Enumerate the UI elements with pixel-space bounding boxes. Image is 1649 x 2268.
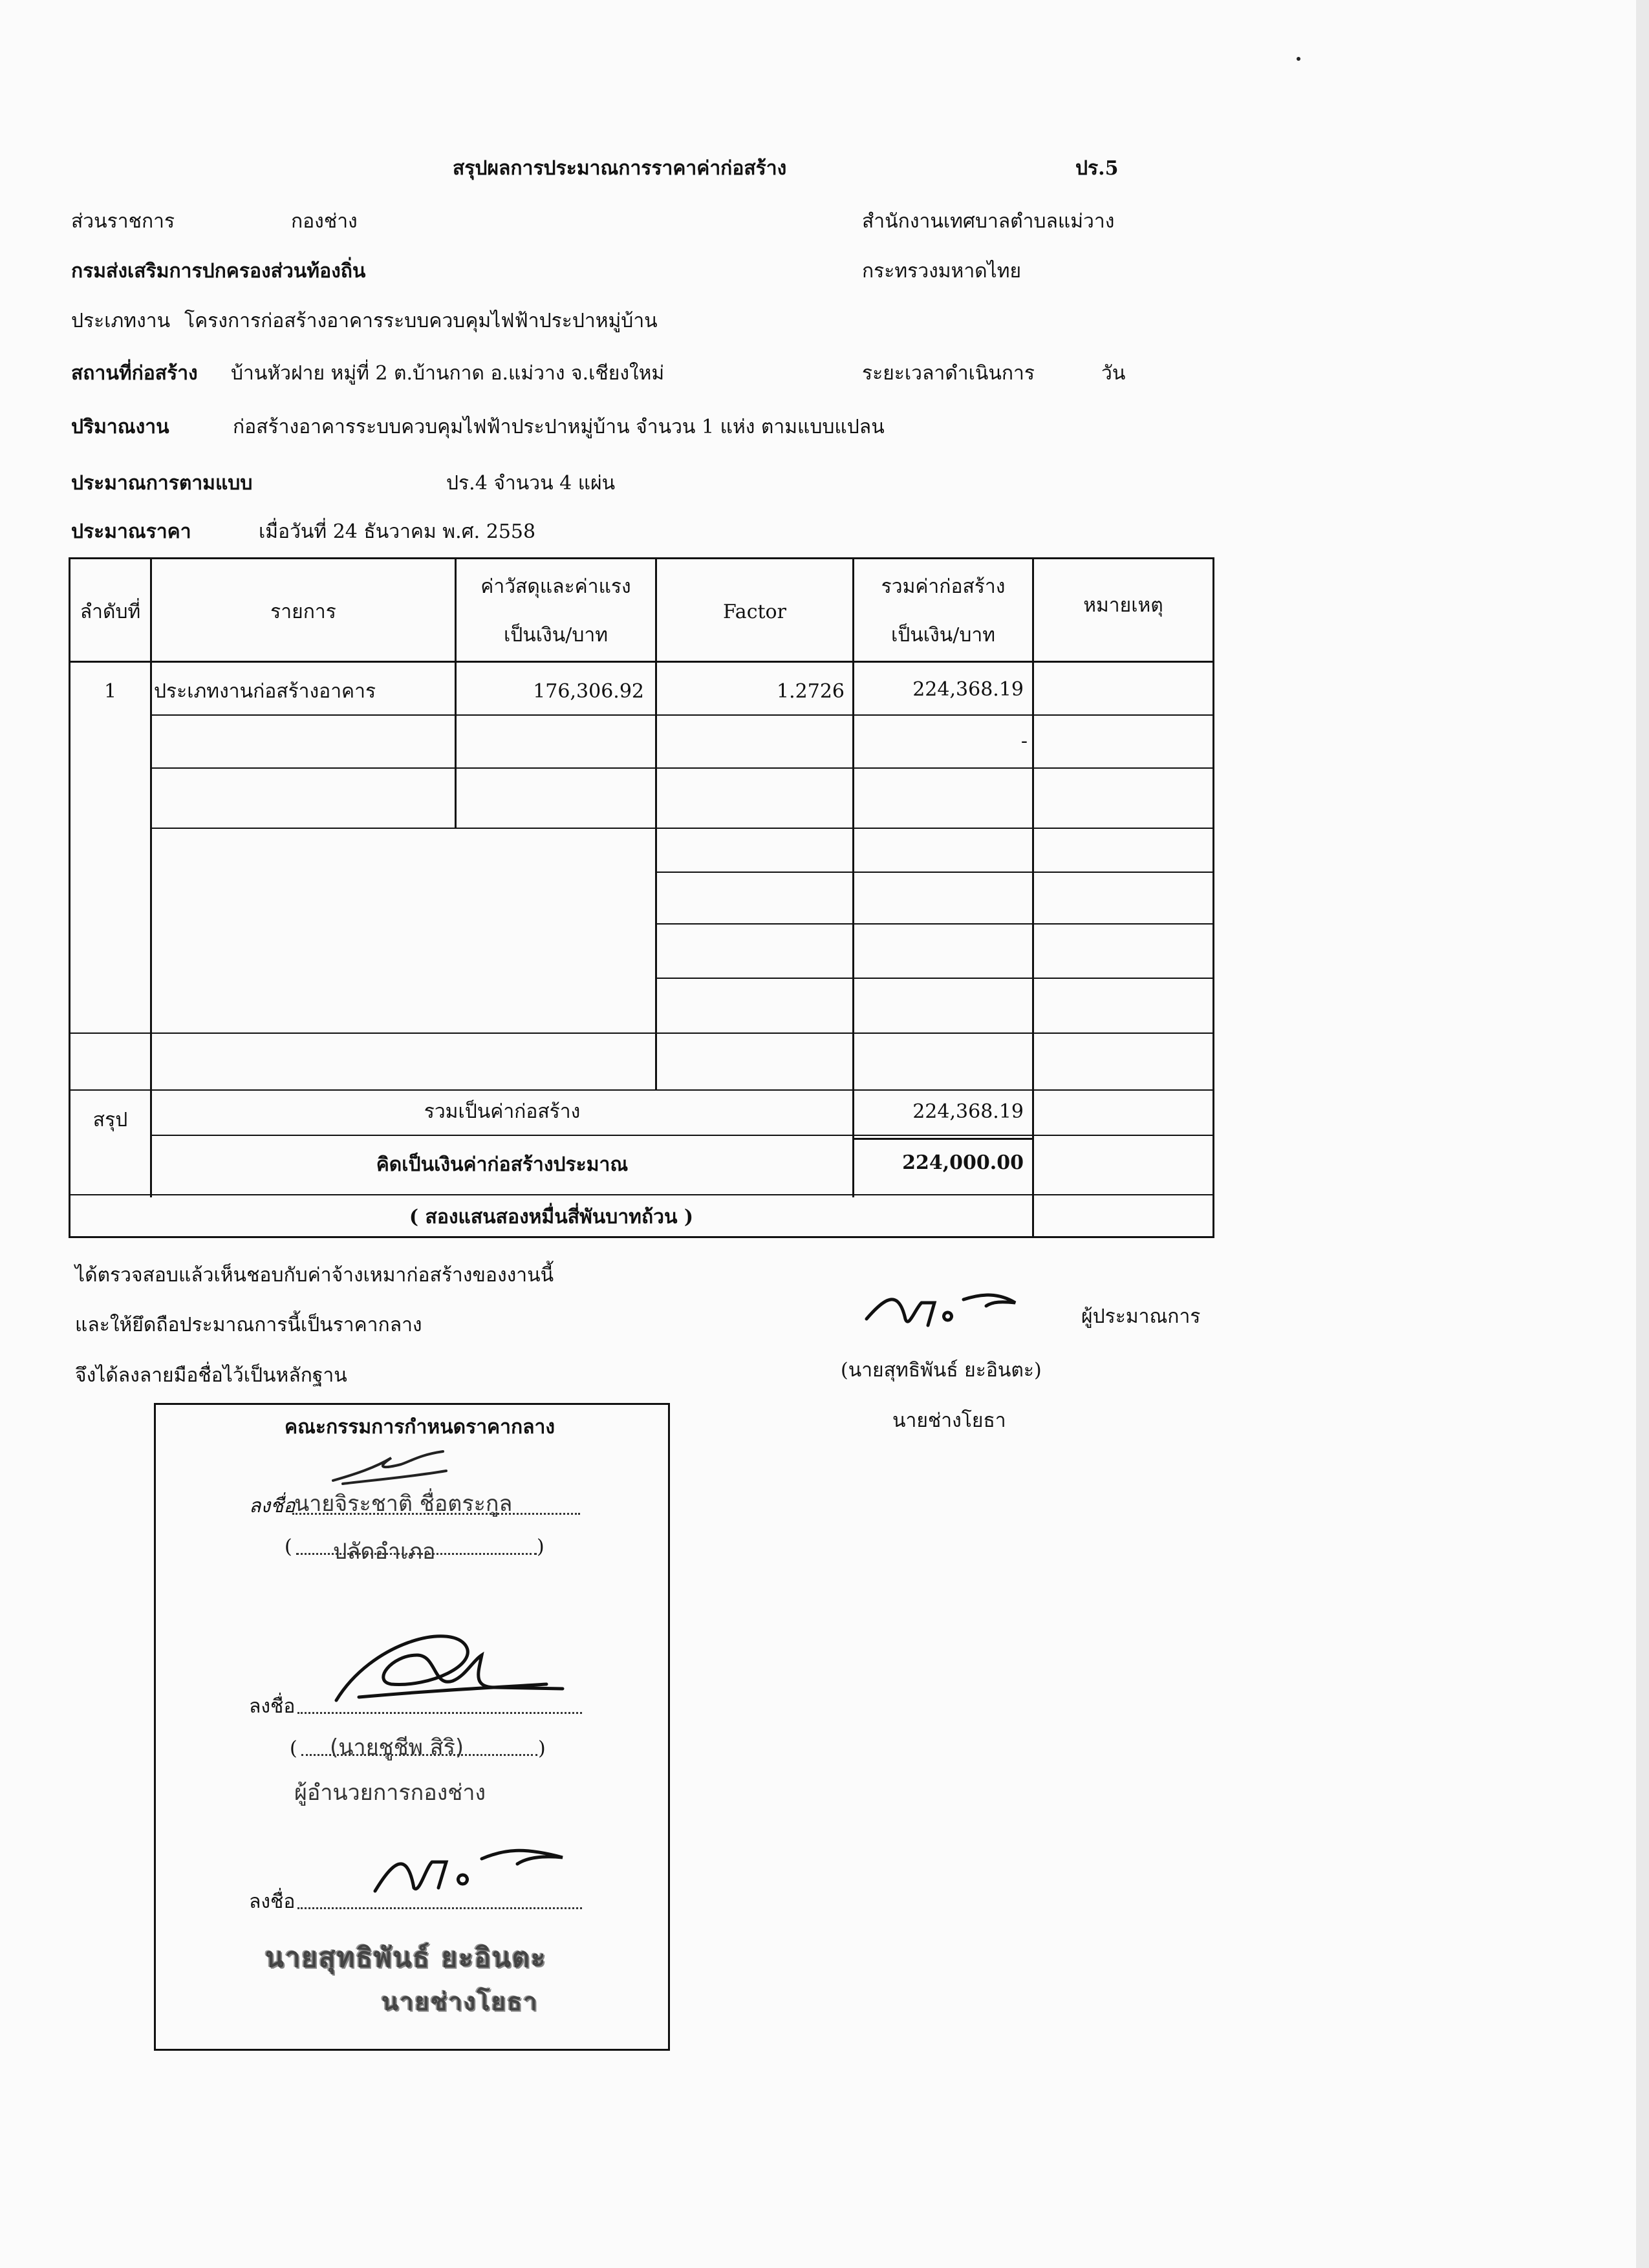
member3-position-stamp: นายช่างโยธา (382, 1987, 539, 2016)
certify-line3: จึงได้ลงลายมือชื่อไว้เป็นหลักฐาน (75, 1364, 347, 1387)
duration-label: ระยะเวลาดำเนินการ (862, 362, 1035, 385)
member2-name: (นายชูชีพ สิริ) (330, 1735, 464, 1760)
header-cost-line1: ค่าวัสดุและค่าแรง (480, 575, 631, 598)
agency-name: กรมส่งเสริมการปกครองส่วนท้องถิ่น (71, 260, 366, 283)
quantity-value: ก่อสร้างอาคารระบบควบคุมไฟฟ้าประปาหมู่บ้าน จำนวน 1 แห่ง ตามแบบแปลน (233, 416, 885, 438)
member2-position: ผู้อำนวยการกองช่าง (294, 1780, 486, 1806)
member1-sign-label: ลงชื่อ (249, 1495, 296, 1517)
estimator-signature-icon (860, 1283, 1054, 1342)
speck (1297, 57, 1300, 61)
member3-sign-label: ลงชื่อ (249, 1890, 296, 1913)
member1-signature-icon (330, 1445, 453, 1490)
certify-line1: ได้ตรวจสอบแล้วเห็นชอบกับค่าจ้างเหมาก่อสร้างของงานนี้ (75, 1264, 554, 1287)
price-date: เมื่อวันที่ 24 ธันวาคม พ.ศ. 2558 (259, 520, 536, 543)
site-value: บ้านหัวฝาย หมู่ที่ 2 ต.บ้านกาด อ.แม่วาง จ.เชียงใหม่ (231, 362, 665, 385)
row1-cost: 176,306.92 (533, 680, 644, 703)
dept-label: ส่วนราชการ (71, 210, 175, 233)
committee-title: คณะกรรมการกำหนดราคากลาง (285, 1416, 555, 1439)
estimator-role: ผู้ประมาณการ (1081, 1305, 1201, 1328)
estimator-name: (นายสุทธิพันธ์ ยะอินตะ) (841, 1359, 1042, 1382)
header-total-line2: เป็นเงิน/บาท (891, 624, 995, 647)
member2-signature-icon (333, 1616, 572, 1713)
duration-unit: วัน (1101, 362, 1126, 385)
quantity-label: ปริมาณงาน (71, 416, 169, 438)
site-label: สถานที่ก่อสร้าง (71, 362, 198, 385)
header-cost-line2: เป็นเงิน/บาท (504, 624, 608, 647)
header-factor: Factor (723, 601, 786, 623)
header-note: หมายเหตุ (1083, 594, 1163, 617)
estimate-value: 224,000.00 (902, 1151, 1024, 1174)
header-total-line1: รวมค่าก่อสร้าง (881, 575, 1006, 598)
member2-sign-label: ลงชื่อ (249, 1695, 296, 1718)
member3-signature-icon (369, 1839, 576, 1898)
document-title: สรุปผลการประมาณการราคาค่าก่อสร้าง (453, 157, 787, 180)
sum-value: 224,368.19 (912, 1100, 1024, 1123)
sum-label: รวมเป็นค่าก่อสร้าง (424, 1100, 581, 1123)
row1-item: ประเภทงานก่อสร้างอาคาร (154, 680, 376, 703)
dept-value: กองช่าง (291, 210, 358, 233)
row1-total: 224,368.19 (912, 678, 1024, 701)
row1-no: 1 (103, 680, 117, 703)
office-name: สำนักงานเทศบาลตำบลแม่วาง (862, 210, 1115, 233)
row2-total: - (1020, 730, 1028, 753)
member3-name-stamp: นายสุทธิพันธ์ ยะอินตะ (265, 1942, 547, 1973)
design-label: ประมาณการตามแบบ (71, 472, 253, 495)
estimate-label: คิดเป็นเงินค่าก่อสร้างประมาณ (376, 1153, 629, 1176)
scan-edge (1636, 0, 1649, 2268)
summary-label: สรุป (92, 1109, 128, 1131)
member1-position: ปลัดอำเภอ (333, 1539, 436, 1565)
design-value: ปร.4 จำนวน 4 แผ่น (446, 472, 616, 495)
price-label: ประมาณราคา (71, 520, 191, 543)
estimator-position: นายช่างโยธา (892, 1409, 1006, 1432)
header-no: ลำดับที่ (80, 601, 141, 623)
ministry-name: กระทรวงมหาดไทย (862, 260, 1022, 283)
member1-name: นายจิระชาติ ชื่อตระกูล (294, 1491, 513, 1517)
amount-in-words: ( สองแสนสองหมื่นสี่พันบาทถ้วน ) (409, 1206, 694, 1228)
work-type-label: ประเภทงาน (71, 310, 171, 332)
certify-line2: และให้ยึดถือประมาณการนี้เป็นราคากลาง (75, 1314, 422, 1336)
form-number: ปร.5 (1075, 157, 1119, 180)
row1-factor: 1.2726 (777, 680, 845, 703)
header-item: รายการ (270, 601, 336, 623)
work-type-value: โครงการก่อสร้างอาคารระบบควบคุมไฟฟ้าประปาหมู่บ้าน (184, 310, 658, 332)
